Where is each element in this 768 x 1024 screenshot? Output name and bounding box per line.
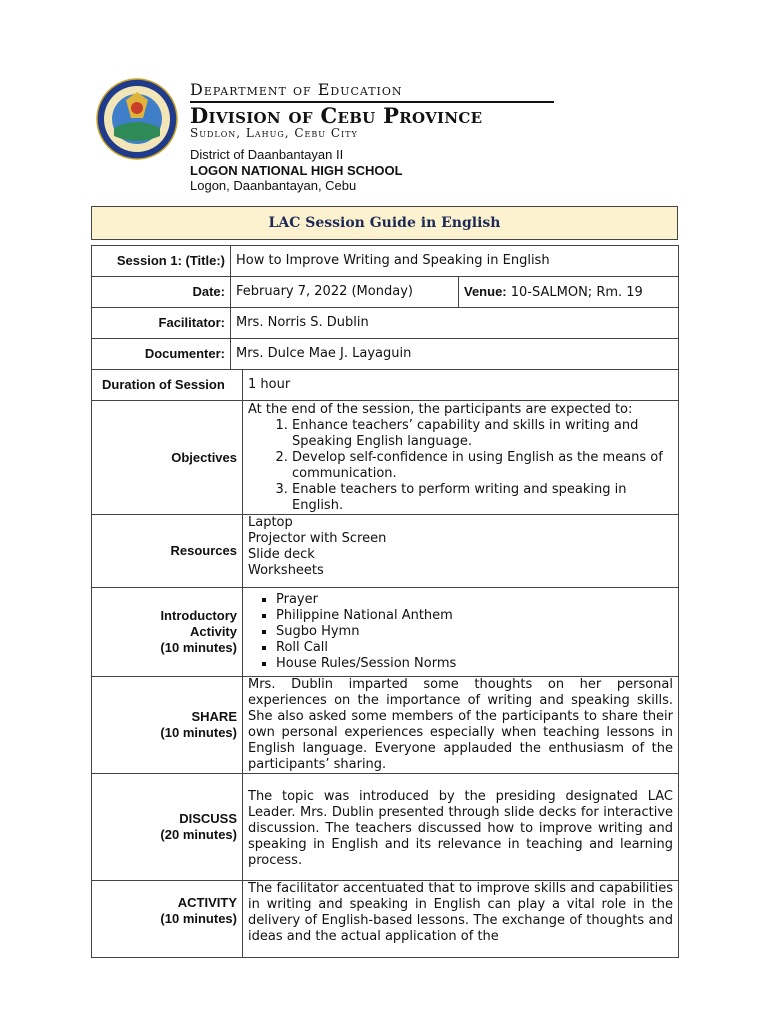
letterhead <box>0 0 768 200</box>
activity-text: The facilitator accentuated that to improve skills and capabilities in writing and speaking in English can play a vital role in the delivery of English-based lessons. The exchange of thoughts and ideas and the actual application of the <box>243 881 679 958</box>
guide-title: LAC Session Guide in English <box>91 206 678 240</box>
duration-value: 1 hour <box>243 370 679 401</box>
discuss-minutes: (20 minutes) <box>160 827 237 842</box>
facilitator-label: Facilitator: <box>92 308 231 339</box>
objectives-label: Objectives <box>92 401 243 515</box>
school-location: Logon, Daanbantayan, Cebu <box>190 178 357 193</box>
objectives-cell <box>243 401 679 515</box>
introductory-label <box>92 588 243 677</box>
session-guide-table <box>91 245 679 958</box>
resources-label: Resources <box>92 515 243 588</box>
list-item: ▪ Roll Call <box>276 640 673 656</box>
list-item: 3. Enable teachers to perform writing and speaking in English. <box>292 482 673 514</box>
deped-division-seal-icon <box>96 78 178 160</box>
table-row <box>92 246 679 277</box>
introductory-label-line2: Activity <box>190 624 237 639</box>
discuss-text: The topic was introduced by the presiding designated LAC Leader. Mrs. Dublin presented through slide decks for interactive discussion. The teachers discussed how to improve writing and speaking in English and its relevance in teaching and learning process. <box>243 774 679 881</box>
activity-title: ACTIVITY <box>177 895 237 910</box>
table-row <box>92 515 679 588</box>
table-row <box>92 339 679 370</box>
share-text: Mrs. Dublin imparted some thoughts on her personal experiences on the importance of writing and speaking skills. She also asked some members of the participants to share their own personal experiences especially when teaching lessons in English language. Everyone applauded the enthusiasm of the participants’ sharing. <box>243 677 679 774</box>
duration-label: Duration of Session <box>92 370 243 401</box>
introductory-cell <box>243 588 679 677</box>
table-row <box>92 277 679 308</box>
introductory-label-line1: Introductory <box>160 608 237 623</box>
session-title-value: How to Improve Writing and Speaking in English <box>231 246 679 277</box>
date-label: Date: <box>92 277 231 308</box>
table-row <box>92 774 679 881</box>
list-item: Projector with Screen <box>248 531 387 546</box>
introductory-minutes: (10 minutes) <box>160 640 237 655</box>
documenter-label: Documenter: <box>92 339 231 370</box>
list-item: Slide deck <box>248 547 315 562</box>
table-row <box>92 881 679 958</box>
table-row <box>92 308 679 339</box>
list-item: ▪ Sugbo Hymn <box>276 624 673 640</box>
list-item: Laptop <box>248 515 293 530</box>
list-item: ▪ Philippine National Anthem <box>276 608 673 624</box>
documenter-value: Mrs. Dulce Mae J. Layaguin <box>231 339 679 370</box>
list-item: ▪ House Rules/Session Norms <box>276 656 673 672</box>
session-title-label: Session 1: (Title:) <box>92 246 231 277</box>
resources-cell <box>243 515 679 588</box>
objectives-intro: At the end of the session, the participants are expected to: <box>248 402 633 417</box>
venue-cell <box>459 277 679 308</box>
division-address: Sudlon, Lahug, Cebu City <box>190 126 358 140</box>
list-item: Worksheets <box>248 563 324 578</box>
table-row <box>92 370 679 401</box>
list-item: 2. Develop self-confidence in using English as the means of communication. <box>292 450 673 482</box>
table-row <box>92 677 679 774</box>
table-row <box>92 401 679 515</box>
table-row <box>92 588 679 677</box>
introductory-list <box>248 592 673 672</box>
division-name: Division of Cebu Province <box>190 103 483 128</box>
discuss-label <box>92 774 243 881</box>
activity-minutes: (10 minutes) <box>160 911 237 926</box>
share-minutes: (10 minutes) <box>160 725 237 740</box>
objectives-list <box>248 418 673 514</box>
list-item: ▪ Prayer <box>276 592 673 608</box>
school-name: LOGON NATIONAL HIGH SCHOOL <box>190 163 403 178</box>
list-item: 1. Enhance teachers’ capability and skills in writing and Speaking English language. <box>292 418 673 450</box>
facilitator-value: Mrs. Norris S. Dublin <box>231 308 679 339</box>
share-label <box>92 677 243 774</box>
venue-label: Venue: <box>464 283 507 299</box>
department-name: Department of Education <box>190 80 403 99</box>
date-value: February 7, 2022 (Monday) <box>231 277 459 308</box>
venue-value: 10-SALMON; Rm. 19 <box>510 284 643 300</box>
share-title: SHARE <box>191 709 237 724</box>
district-name: District of Daanbantayan II <box>190 147 344 162</box>
activity-label <box>92 881 243 958</box>
discuss-title: DISCUSS <box>179 811 237 826</box>
